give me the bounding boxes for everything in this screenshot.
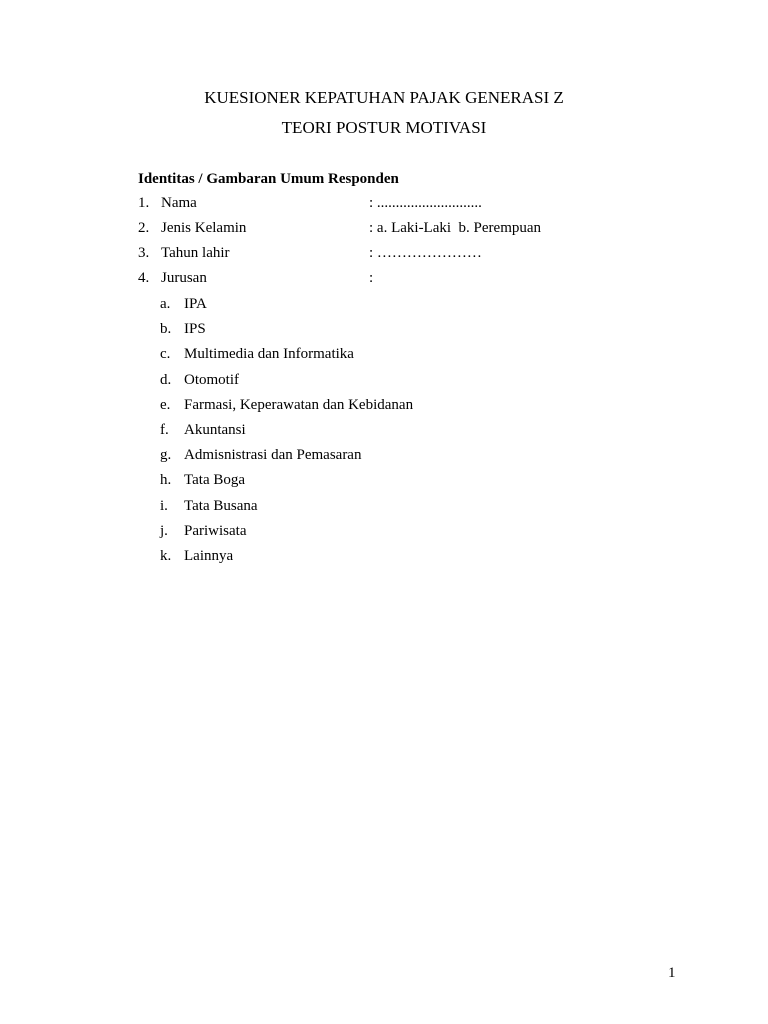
option-letter: j. bbox=[160, 522, 168, 539]
option-label: Lainnya bbox=[184, 547, 234, 564]
field-number: 2. bbox=[138, 220, 150, 236]
option-label: Akuntansi bbox=[184, 421, 246, 438]
option-label: Tata Busana bbox=[184, 497, 258, 514]
jurusan-option-administrasi bbox=[160, 446, 480, 471]
field-value: : ………………… bbox=[369, 245, 482, 261]
field-value: : ............................ bbox=[369, 195, 482, 211]
option-letter: a. bbox=[160, 296, 171, 312]
field-value: : a. Laki-Laki b. Perempuan bbox=[369, 220, 542, 236]
field-label: Jenis Kelamin bbox=[161, 220, 247, 236]
option-label: IPS bbox=[184, 321, 206, 338]
document-subtitle: TEORI POSTUR MOTIVASI bbox=[281, 118, 487, 137]
option-letter: e. bbox=[160, 396, 171, 413]
jurusan-option-ipa bbox=[160, 295, 480, 320]
field-tahun-lahir bbox=[138, 244, 618, 269]
page-number: 1 bbox=[668, 965, 676, 981]
document-title: KUESIONER KEPATUHAN PAJAK GENERASI Z bbox=[204, 88, 564, 107]
jurusan-option-otomotif bbox=[160, 371, 480, 396]
option-label: Farmasi, Keperawatan dan Kebidanan bbox=[184, 396, 414, 413]
field-label: Tahun lahir bbox=[161, 245, 230, 261]
option-label: Admisnistrasi dan Pemasaran bbox=[184, 447, 362, 464]
jurusan-option-pariwisata bbox=[160, 522, 480, 547]
option-label: Pariwisata bbox=[184, 522, 247, 539]
respondent-fields bbox=[138, 194, 618, 294]
option-letter: g. bbox=[160, 447, 172, 464]
field-number: 3. bbox=[138, 245, 150, 261]
jurusan-option-lainnya bbox=[160, 547, 480, 572]
option-letter: f. bbox=[160, 421, 169, 438]
option-letter: d. bbox=[160, 371, 172, 388]
jurusan-option-tata-busana bbox=[160, 497, 480, 522]
section-heading: Identitas / Gambaran Umum Responden bbox=[138, 171, 399, 187]
field-number: 1. bbox=[138, 195, 150, 211]
jurusan-option-farmasi bbox=[160, 396, 480, 421]
jurusan-option-ips bbox=[160, 320, 480, 345]
jurusan-option-tata-boga bbox=[160, 471, 480, 496]
option-label: Otomotif bbox=[184, 371, 239, 388]
field-label: Jurusan bbox=[161, 270, 207, 286]
field-label: Nama bbox=[161, 195, 197, 211]
jurusan-option-multimedia bbox=[160, 345, 480, 370]
option-label: Multimedia dan Informatika bbox=[184, 346, 354, 363]
field-jenis-kelamin bbox=[138, 219, 618, 244]
jurusan-options bbox=[160, 295, 480, 572]
option-label: IPA bbox=[184, 296, 207, 312]
option-label: Tata Boga bbox=[184, 472, 246, 489]
field-nama bbox=[138, 194, 618, 219]
field-number: 4. bbox=[138, 270, 150, 286]
option-letter: h. bbox=[160, 472, 172, 489]
field-jurusan bbox=[138, 269, 618, 294]
option-letter: b. bbox=[160, 321, 172, 338]
option-letter: i. bbox=[160, 497, 168, 514]
option-letter: k. bbox=[160, 547, 172, 564]
field-value: : bbox=[369, 270, 374, 286]
option-letter: c. bbox=[160, 346, 171, 363]
jurusan-option-akuntansi bbox=[160, 421, 480, 446]
